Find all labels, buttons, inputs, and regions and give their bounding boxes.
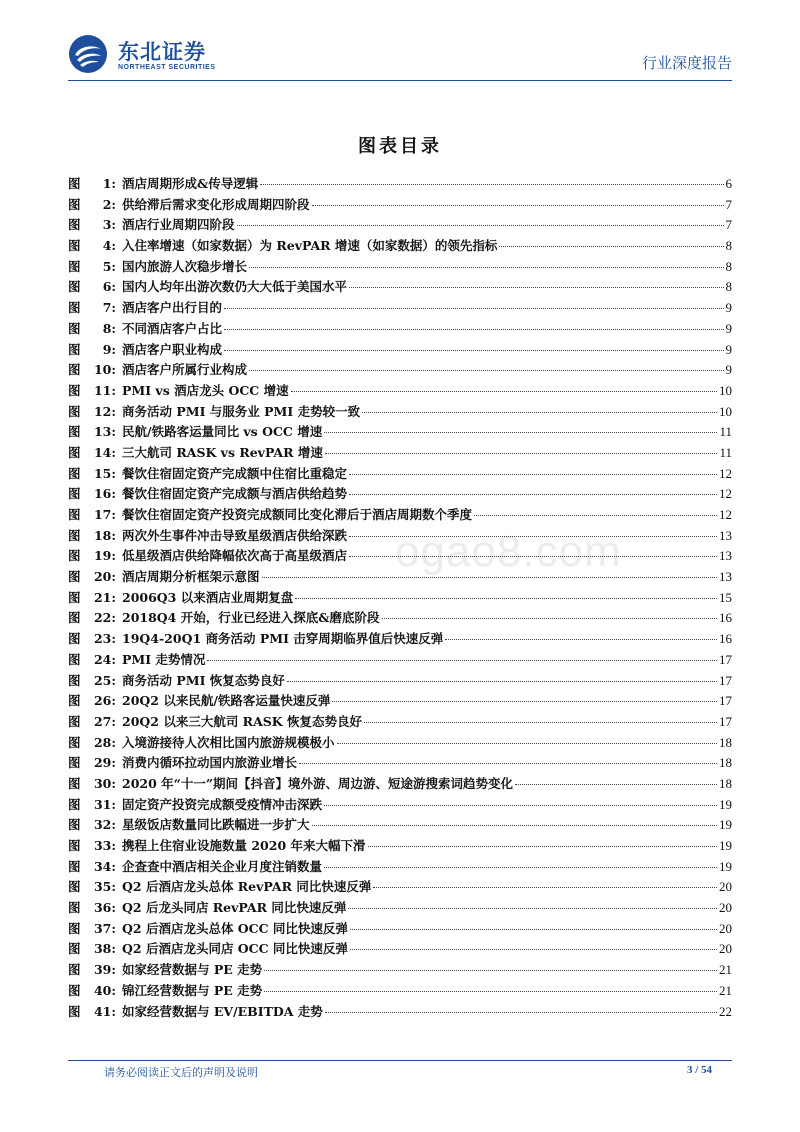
toc-entry-number: 28: <box>93 734 116 750</box>
toc-leader-dots <box>295 597 717 599</box>
brand-name-cn: 东北证券 <box>118 40 206 64</box>
toc-entry-page: 12 <box>719 486 732 502</box>
toc-entry-prefix: 图 <box>68 527 81 543</box>
toc-entry-page: 19 <box>719 858 732 874</box>
toc-entry-number: 39: <box>93 962 116 978</box>
toc-leader-dots <box>350 928 717 930</box>
toc-entry-title: 消费内循环拉动国内旅游业增长 <box>122 755 298 771</box>
header-divider <box>68 80 732 81</box>
toc-entry-prefix: 图 <box>68 713 81 729</box>
toc-entry[interactable] <box>68 484 732 505</box>
toc-entry[interactable] <box>68 236 732 257</box>
toc-entry-title: 如家经营数据与 EV/EBITDA 走势 <box>122 1003 323 1019</box>
toc-leader-dots <box>337 742 717 744</box>
toc-entry-prefix: 图 <box>68 238 81 254</box>
toc-entry-prefix: 图 <box>68 362 81 378</box>
toc-entry-prefix: 图 <box>68 1003 81 1019</box>
toc-entry-prefix: 图 <box>68 444 81 460</box>
toc-leader-dots <box>515 783 717 785</box>
toc-leader-dots <box>349 473 717 475</box>
page-title: 图表目录 <box>358 136 442 157</box>
toc-leader-dots <box>207 659 717 661</box>
toc-entry[interactable] <box>68 381 732 402</box>
toc-entry-number: 3: <box>102 217 116 233</box>
toc-entry[interactable] <box>68 650 732 671</box>
toc-leader-dots <box>373 886 717 888</box>
toc-entry[interactable] <box>68 691 732 712</box>
toc-entry[interactable] <box>68 319 732 340</box>
toc-entry-prefix: 图 <box>68 300 81 316</box>
toc-entry-page: 19 <box>719 796 732 812</box>
toc-leader-dots <box>291 390 717 392</box>
toc-entry-prefix: 图 <box>68 341 81 357</box>
toc-entry[interactable] <box>68 174 732 195</box>
toc-entry-title: 锦江经营数据与 PE 走势 <box>122 982 263 998</box>
toc-leader-dots <box>368 845 718 847</box>
toc-entry-page: 18 <box>719 734 732 750</box>
toc-entry-title: 酒店客户职业构成 <box>122 341 223 357</box>
brand-name-en: NORTHEAST SECURITIES <box>118 64 216 71</box>
toc-entry-title: 酒店客户出行目的 <box>122 300 223 316</box>
toc-leader-dots <box>312 824 717 826</box>
toc-entry-page: 9 <box>725 320 732 336</box>
toc-entry[interactable] <box>68 422 732 443</box>
toc-entry-number: 16: <box>93 486 116 502</box>
toc-entry[interactable] <box>68 774 732 795</box>
toc-entry-title: 民航/铁路客运量同比 vs OCC 增速 <box>122 424 323 440</box>
toc-entry[interactable] <box>68 857 732 878</box>
toc-entry-prefix: 图 <box>68 693 81 709</box>
page-header <box>0 0 800 80</box>
toc-entry[interactable] <box>68 712 732 733</box>
toc-entry-page: 8 <box>725 258 732 274</box>
toc-entry-page: 21 <box>719 962 732 978</box>
toc-entry-title: 20Q2 以来三大航司 RASK 恢复态势良好 <box>122 713 363 729</box>
toc-entry[interactable] <box>68 733 732 754</box>
toc-entry[interactable] <box>68 257 732 278</box>
toc-entry-page: 17 <box>719 672 732 688</box>
toc-entry-page: 19 <box>719 838 732 853</box>
toc-entry-page: 18 <box>719 775 732 791</box>
toc-entry-title: Q2 后龙头同店 RevPAR 同比快速反弹 <box>122 900 347 916</box>
toc-entry-prefix: 图 <box>68 900 81 916</box>
toc-entry-prefix: 图 <box>68 507 81 522</box>
toc-entry-title: 商务活动 PMI 与服务业 PMI 走势较一致 <box>122 403 361 419</box>
toc-entry-number: 38: <box>93 941 116 957</box>
toc-leader-dots <box>325 452 718 454</box>
toc-entry-number: 4: <box>102 238 116 254</box>
toc-entry[interactable] <box>68 340 732 361</box>
toc-entry-number: 34: <box>93 858 116 874</box>
toc-entry[interactable] <box>68 277 732 298</box>
toc-entry-page: 20 <box>719 920 732 936</box>
toc-entry[interactable] <box>68 402 732 423</box>
toc-entry-prefix: 图 <box>68 217 81 233</box>
toc-entry-number: 41: <box>93 1003 116 1019</box>
toc-entry[interactable] <box>68 919 732 940</box>
toc-entry-page: 13 <box>719 548 732 564</box>
toc-entry-prefix: 图 <box>68 941 81 957</box>
toc-entry-number: 20: <box>93 569 116 585</box>
toc-entry-prefix: 图 <box>68 734 81 750</box>
toc-entry-title: 三大航司 RASK vs RevPAR 增速 <box>122 444 323 460</box>
toc-entry-prefix: 图 <box>68 424 81 440</box>
toc-entry-page: 9 <box>725 362 732 378</box>
toc-entry-title: 国内人均年出游次数仍大大低于美国水平 <box>122 279 348 295</box>
figure-list <box>68 174 732 1022</box>
toc-entry-title: 酒店行业周期四阶段 <box>122 217 235 233</box>
toc-entry-page: 6 <box>725 176 732 191</box>
toc-entry-page: 17 <box>719 713 732 729</box>
toc-entry-number: 27: <box>93 713 116 729</box>
toc-entry[interactable] <box>68 443 732 464</box>
toc-leader-dots <box>224 307 723 309</box>
toc-entry-title: PMI vs 酒店龙头 OCC 增速 <box>122 382 289 398</box>
toc-entry-prefix: 图 <box>68 962 81 978</box>
toc-entry-number: 6: <box>102 279 116 295</box>
toc-entry[interactable] <box>68 815 732 836</box>
toc-entry-page: 16 <box>719 631 732 647</box>
toc-entry-title: 19Q4-20Q1 商务活动 PMI 击穿周期临界值后快速反弹 <box>122 631 444 647</box>
toc-entry-number: 9: <box>102 341 116 357</box>
toc-entry-title: 企查查中酒店相关企业月度注销数量 <box>122 858 323 874</box>
toc-entry[interactable] <box>68 795 732 816</box>
toc-entry-title: 餐饮住宿固定资产完成额中住宿比重稳定 <box>122 465 348 481</box>
toc-entry-title: 商务活动 PMI 恢复态势良好 <box>122 672 285 688</box>
toc-entry[interactable] <box>68 939 732 960</box>
toc-entry-number: 23: <box>93 631 116 647</box>
toc-entry[interactable] <box>68 464 732 485</box>
toc-entry-number: 36: <box>93 900 116 916</box>
toc-entry-page: 8 <box>725 238 732 254</box>
toc-entry-prefix: 图 <box>68 879 81 895</box>
toc-entry-prefix: 图 <box>68 279 81 295</box>
toc-entry-number: 1: <box>102 176 116 191</box>
toc-entry-page: 13 <box>719 527 732 543</box>
toc-entry-title: 供给滞后需求变化形成周期四阶段 <box>122 196 310 212</box>
toc-entry-title: 如家经营数据与 PE 走势 <box>122 962 263 978</box>
toc-leader-dots <box>364 721 717 723</box>
toc-leader-dots <box>324 431 717 433</box>
toc-entry-page: 12 <box>719 507 732 522</box>
toc-entry-number: 8: <box>102 320 116 336</box>
toc-entry-title: 酒店客户所属行业构成 <box>122 362 248 378</box>
toc-entry-title: 固定资产投资完成额受疫情冲击深跌 <box>122 796 323 812</box>
toc-entry-page: 20 <box>719 941 732 957</box>
footer-divider <box>68 1060 732 1061</box>
toc-entry-page: 17 <box>719 651 732 667</box>
toc-entry-title: 入住率增速（如家数据）为 RevPAR 增速（如家数据）的领先指标 <box>122 238 498 254</box>
toc-entry-page: 17 <box>719 693 732 709</box>
toc-entry-prefix: 图 <box>68 631 81 647</box>
toc-leader-dots <box>224 328 723 330</box>
toc-entry-number: 21: <box>93 589 116 605</box>
toc-entry-title: 不同酒店客户占比 <box>122 320 223 336</box>
toc-entry[interactable] <box>68 195 732 216</box>
toc-leader-dots <box>349 493 717 495</box>
toc-entry-title: Q2 后酒店龙头同店 OCC 同比快速反弹 <box>122 941 348 957</box>
toc-entry-prefix: 图 <box>68 176 81 191</box>
toc-entry-page: 19 <box>719 817 732 833</box>
toc-entry-page: 11 <box>719 424 732 440</box>
toc-entry-prefix: 图 <box>68 755 81 771</box>
toc-leader-dots <box>299 762 717 764</box>
toc-leader-dots <box>224 349 723 351</box>
toc-entry-number: 22: <box>93 610 116 626</box>
toc-entry-prefix: 图 <box>68 672 81 688</box>
northeast-securities-logo-icon <box>68 34 108 74</box>
toc-entry-title: 2020 年“十一”期间【抖音】境外游、周边游、短途游搜索词趋势变化 <box>122 775 514 791</box>
toc-entry-number: 40: <box>93 982 116 998</box>
toc-leader-dots <box>349 286 723 288</box>
toc-entry-title: 携程上住宿业设施数量 2020 年来大幅下滑 <box>122 838 366 853</box>
toc-entry-prefix: 图 <box>68 920 81 936</box>
toc-entry-title: Q2 后酒店龙头总体 OCC 同比快速反弹 <box>122 920 348 936</box>
toc-leader-dots <box>348 907 717 909</box>
toc-entry-title: 低星级酒店供给降幅依次高于高星级酒店 <box>122 548 348 564</box>
toc-entry-page: 20 <box>719 879 732 895</box>
toc-entry[interactable] <box>68 608 732 629</box>
report-type-label: 行业深度报告 <box>641 54 732 72</box>
toc-entry-prefix: 图 <box>68 382 81 398</box>
toc-entry[interactable] <box>68 671 732 692</box>
toc-leader-dots <box>264 990 717 992</box>
toc-entry-number: 12: <box>93 403 116 419</box>
toc-entry-page: 11 <box>719 444 732 460</box>
toc-entry-prefix: 图 <box>68 589 81 605</box>
toc-entry[interactable] <box>68 877 732 898</box>
toc-entry-page: 21 <box>719 982 732 998</box>
toc-entry-number: 33: <box>93 838 116 853</box>
toc-entry-prefix: 图 <box>68 548 81 564</box>
toc-entry-number: 25: <box>93 672 116 688</box>
toc-entry-page: 9 <box>725 341 732 357</box>
toc-entry-page: 9 <box>725 300 732 316</box>
toc-leader-dots <box>362 411 717 413</box>
toc-leader-dots <box>260 183 723 185</box>
toc-entry[interactable] <box>68 981 732 1002</box>
toc-entry-number: 17: <box>93 507 116 522</box>
toc-entry-number: 13: <box>93 424 116 440</box>
toc-entry-number: 37: <box>93 920 116 936</box>
toc-entry-number: 14: <box>93 444 116 460</box>
toc-entry-page: 8 <box>725 279 732 295</box>
toc-entry-prefix: 图 <box>68 486 81 502</box>
toc-entry-page: 16 <box>719 610 732 626</box>
toc-entry-number: 24: <box>93 651 116 667</box>
toc-entry[interactable] <box>68 588 732 609</box>
toc-entry-number: 26: <box>93 693 116 709</box>
toc-entry-title: 星级饭店数量同比跌幅进一步扩大 <box>122 817 310 833</box>
toc-entry-prefix: 图 <box>68 320 81 336</box>
toc-entry-prefix: 图 <box>68 817 81 833</box>
toc-leader-dots <box>324 804 717 806</box>
toc-entry-prefix: 图 <box>68 982 81 998</box>
toc-leader-dots <box>287 680 717 682</box>
toc-entry-number: 32: <box>93 817 116 833</box>
toc-entry-prefix: 图 <box>68 858 81 874</box>
toc-leader-dots <box>445 638 717 640</box>
toc-entry-number: 2: <box>102 196 116 212</box>
toc-entry-number: 11: <box>93 382 116 398</box>
toc-entry-page: 18 <box>719 755 732 771</box>
toc-entry[interactable] <box>68 629 732 650</box>
toc-entry-prefix: 图 <box>68 196 81 212</box>
toc-leader-dots <box>324 866 717 868</box>
toc-entry[interactable] <box>68 360 732 381</box>
toc-entry-number: 19: <box>93 548 116 564</box>
toc-entry[interactable] <box>68 753 732 774</box>
toc-entry-title: 餐饮住宿固定资产投资完成额同比变化滞后于酒店周期数个季度 <box>122 507 473 522</box>
toc-entry-prefix: 图 <box>68 651 81 667</box>
toc-entry[interactable] <box>68 1002 732 1023</box>
toc-leader-dots <box>382 617 717 619</box>
toc-entry-number: 30: <box>93 775 116 791</box>
toc-entry-number: 35: <box>93 879 116 895</box>
footer-disclaimer: 请务必阅读正文后的声明及说明 <box>104 1066 258 1079</box>
toc-entry-page: 10 <box>719 382 732 398</box>
toc-leader-dots <box>332 700 717 702</box>
toc-entry-page: 15 <box>719 589 732 605</box>
toc-entry-title: 两次外生事件冲击导致星级酒店供给深跌 <box>122 527 348 543</box>
toc-entry-prefix: 图 <box>68 610 81 626</box>
toc-entry[interactable] <box>68 505 732 526</box>
watermark: ogao8.com <box>395 527 622 576</box>
toc-leader-dots <box>249 266 723 268</box>
toc-entry-prefix: 图 <box>68 403 81 419</box>
toc-entry[interactable] <box>68 898 732 919</box>
toc-entry-number: 5: <box>102 258 116 274</box>
toc-entry-page: 13 <box>719 569 732 585</box>
toc-leader-dots <box>325 1011 717 1013</box>
toc-leader-dots <box>499 245 723 247</box>
toc-entry-page: 12 <box>719 465 732 481</box>
toc-entry-number: 7: <box>102 300 116 316</box>
toc-entry-title: PMI 走势情况 <box>122 651 206 667</box>
toc-entry-number: 18: <box>93 527 116 543</box>
toc-entry-title: 酒店周期分析框架示意图 <box>122 569 260 585</box>
toc-entry-prefix: 图 <box>68 775 81 791</box>
toc-entry-number: 15: <box>93 465 116 481</box>
toc-entry-number: 31: <box>93 796 116 812</box>
toc-entry-page: 7 <box>725 217 732 233</box>
toc-entry-title: 入境游接待人次相比国内旅游规模极小 <box>122 734 335 750</box>
toc-entry-title: 餐饮住宿固定资产完成额与酒店供给趋势 <box>122 486 348 502</box>
toc-entry-prefix: 图 <box>68 258 81 274</box>
toc-entry-title: 酒店周期形成&传导逻辑 <box>122 176 259 191</box>
toc-entry[interactable] <box>68 960 732 981</box>
toc-entry-prefix: 图 <box>68 796 81 812</box>
toc-leader-dots <box>264 969 717 971</box>
toc-leader-dots <box>312 204 724 206</box>
toc-entry-page: 7 <box>725 196 732 212</box>
toc-leader-dots <box>474 514 717 516</box>
toc-entry-prefix: 图 <box>68 838 81 853</box>
toc-entry-title: 20Q2 以来民航/铁路客运量快速反弹 <box>122 693 331 709</box>
toc-entry-title: 国内旅游人次稳步增长 <box>122 258 248 274</box>
toc-entry-prefix: 图 <box>68 569 81 585</box>
toc-entry[interactable] <box>68 298 732 319</box>
toc-entry[interactable] <box>68 836 732 857</box>
toc-entry-page: 10 <box>719 403 732 419</box>
toc-entry-page: 22 <box>719 1003 732 1019</box>
toc-leader-dots <box>237 224 724 226</box>
toc-entry-prefix: 图 <box>68 465 81 481</box>
toc-entry-page: 20 <box>719 900 732 916</box>
toc-entry-number: 10: <box>93 362 116 378</box>
toc-leader-dots <box>249 369 723 371</box>
toc-entry-number: 29: <box>93 755 116 771</box>
toc-entry-title: 2006Q3 以来酒店业周期复盘 <box>122 589 294 605</box>
toc-entry-title: Q2 后酒店龙头总体 RevPAR 同比快速反弹 <box>122 879 372 895</box>
toc-entry[interactable] <box>68 215 732 236</box>
page-number: 3 / 54 <box>686 1064 712 1076</box>
toc-entry-title: 2018Q4 开始，行业已经进入探底&磨底阶段 <box>122 610 380 626</box>
toc-leader-dots <box>350 948 717 950</box>
